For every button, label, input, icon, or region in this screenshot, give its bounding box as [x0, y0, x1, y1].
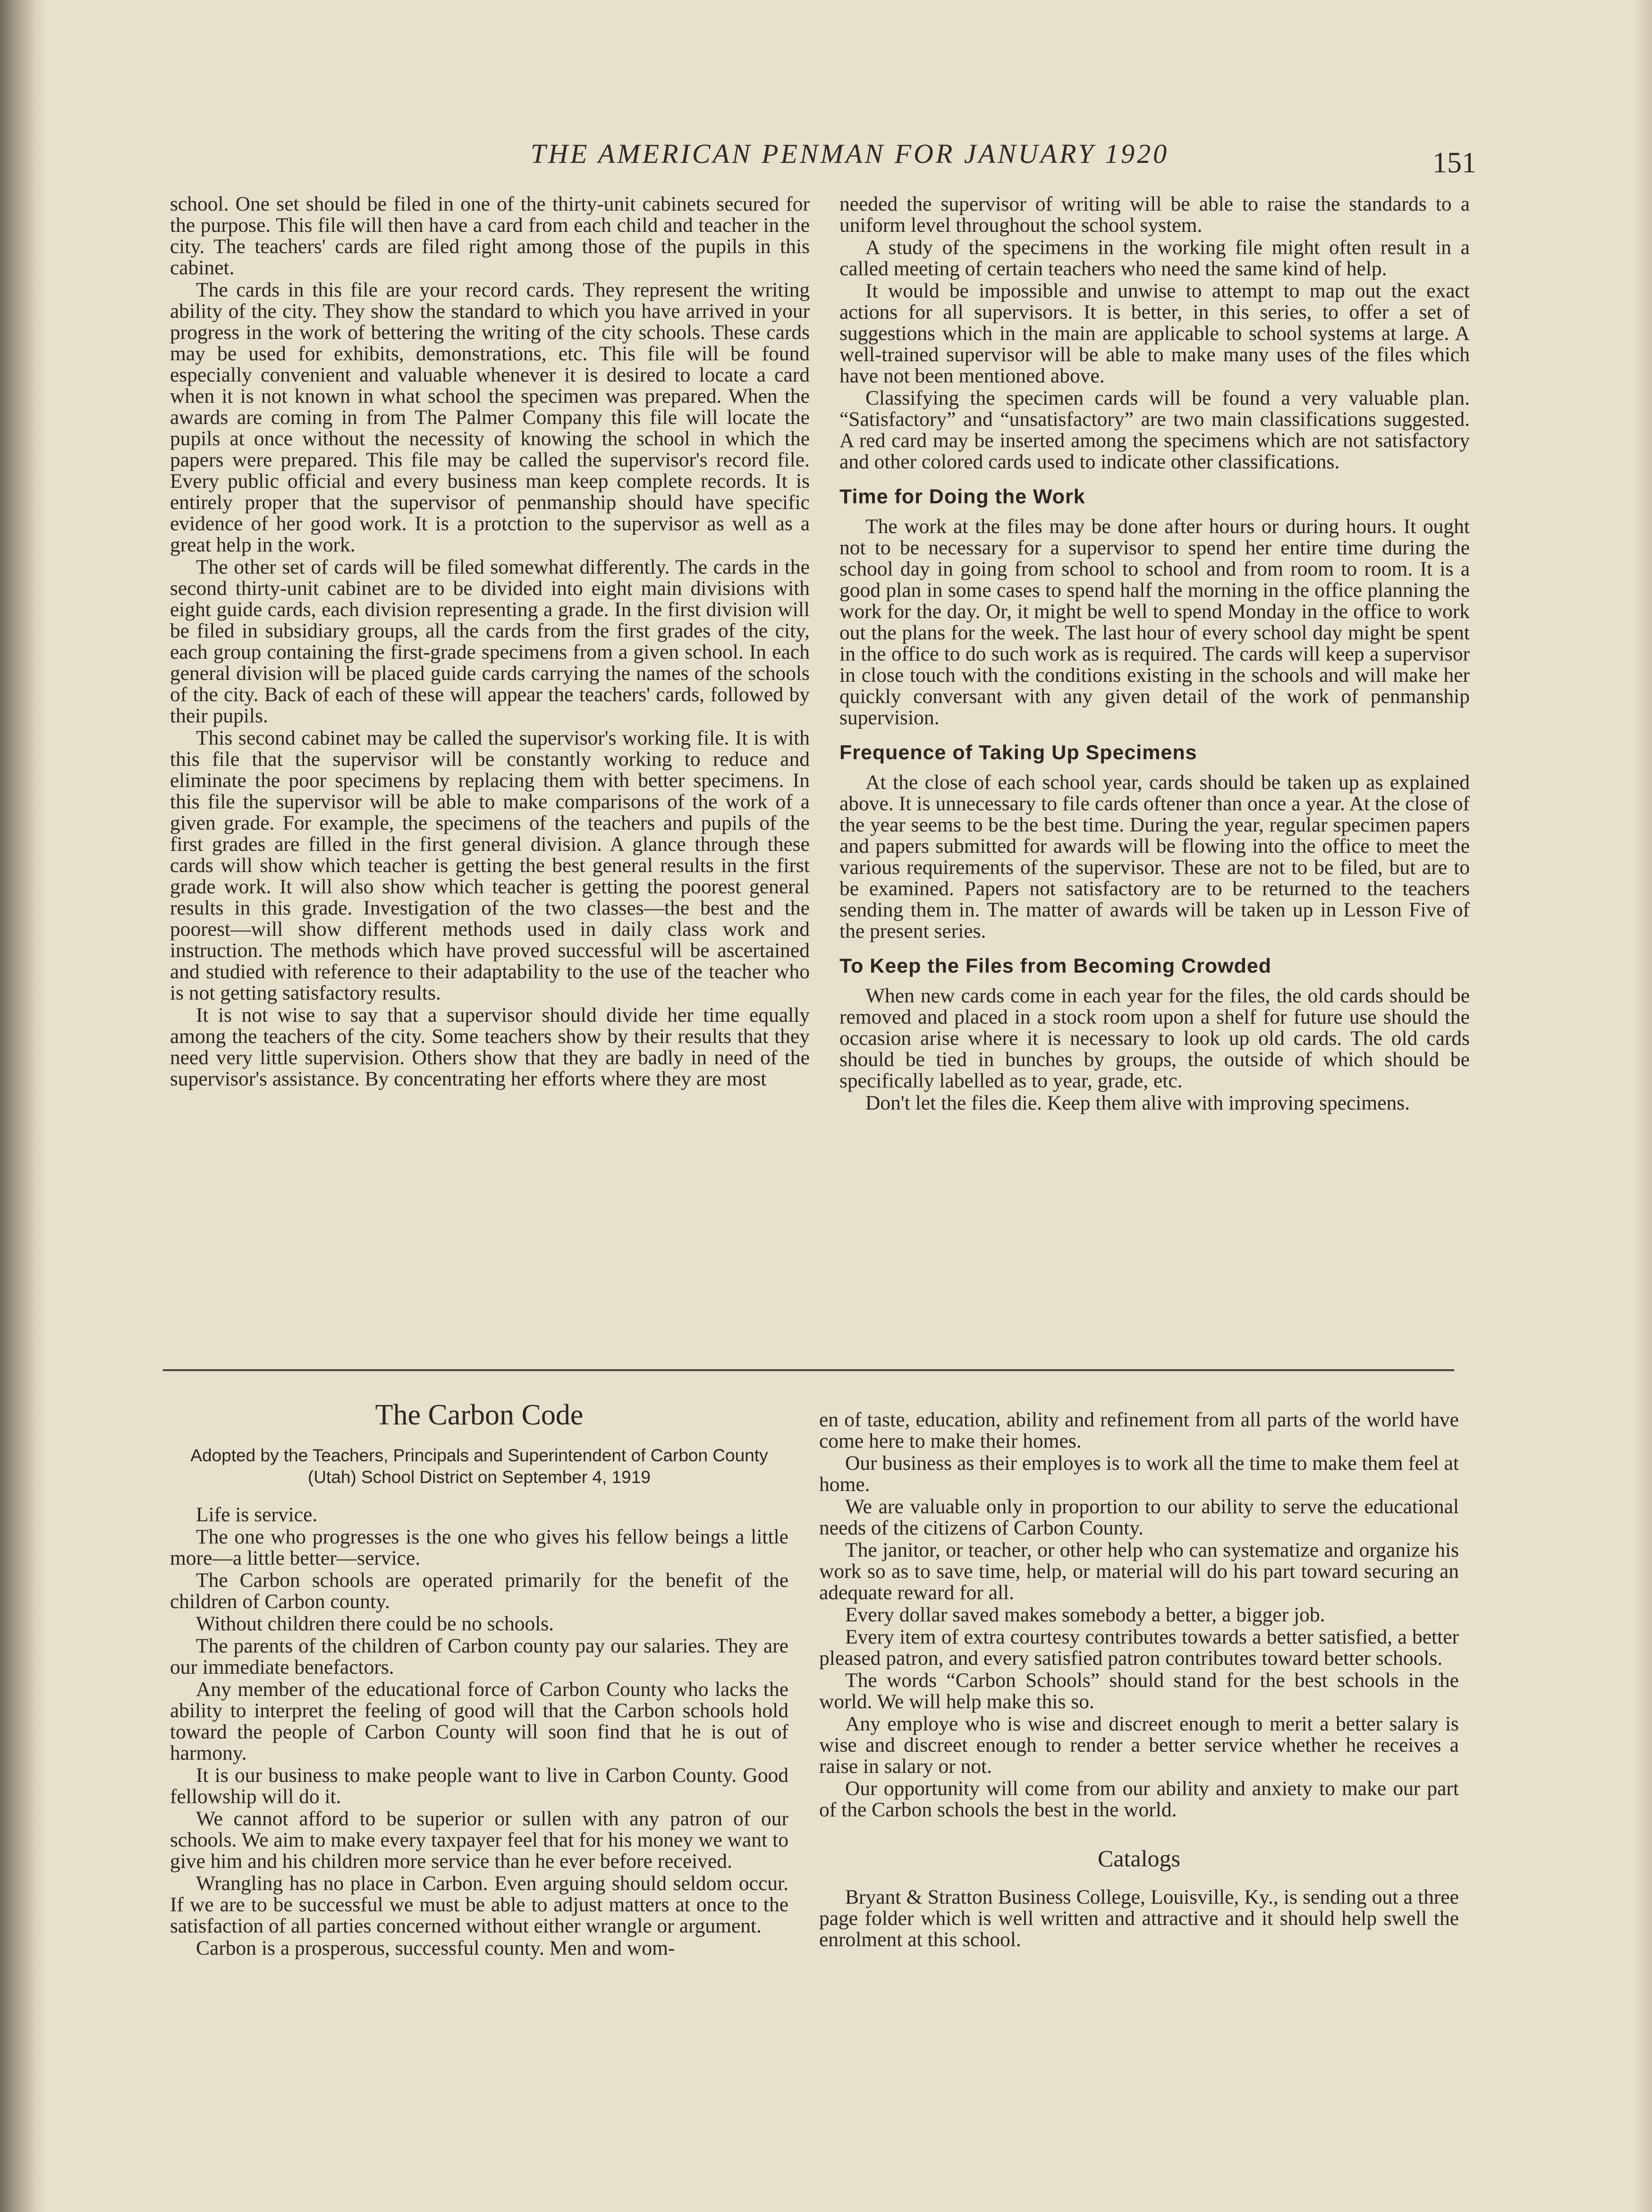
page-number: 151: [1432, 147, 1476, 179]
top-left-column: [170, 194, 810, 1090]
paragraph: The parents of the children of Carbon county pay our salaries. They are our immediate benefactors.: [170, 1635, 788, 1678]
paragraph: Any member of the educational force of Carbon County who lacks the ability to interpret the feeling of good will that the Carbon schools hold toward the people of Carbon County will soon find that he is out of harmony.: [170, 1678, 788, 1764]
paragraph: The cards in this file are your record cards. They represent the writing ability of the city. They show the standard to which you have arrived in your progress in the work of bettering the writing of the city schools. These cards may be used for exhibits, demonstrations, etc. This file will be found especially convenient and valuable whenever it is desired to locate a card when it is not known in what school the specimen was prepared. When the awards are coming in from The Palmer Company this file will locate the pupils at once without the necessity of knowing the school in which the papers were prepared. This file may be called the supervisor's record file. Every public official and every business man keep complete records. It is entirely proper that the supervisor of penmanship should have specific evidence of her good work. It is a protction to the supervisor as well as a great help in the work.: [170, 279, 810, 556]
section-heading: Frequence of Taking Up Specimens: [839, 741, 1197, 764]
paragraph: It would be impossible and unwise to attempt to map out the exact actions for all supervisors. It is better, in this series, to offer a set of suggestions which in the main are applicable to school systems at large. A well-trained supervisor will be able to make many uses of the files which have not been mentioned above.: [839, 280, 1470, 387]
article-subtitle: Adopted by the Teachers, Principals and Superintendent of Carbon County (Utah) School District on September 4, 1919: [190, 1446, 768, 1487]
paragraph: The work at the files may be done after hours or during hours. It ought not to be necessary for a supervisor to spend her entire time during the school day in going from school to school and from room to room. It is a good plan in some cases to spend half the morning in the office planning the work for the day. Or, it might be well to spend Monday in the office to work out the plans for the week. The last hour of every school day might be spent in the office to do such work as is required. The cards will keep a supervisor in close touch with the conditions existing in the schools and will make her quickly conversant with any given detail of the work of penmanship supervision.: [839, 515, 1470, 729]
paragraph: Carbon is a prosperous, successful county. Men and wom-: [196, 1937, 675, 1959]
paragraph: Classifying the specimen cards will be found a very valuable plan. “Satisfactory” and “unsatisfactory” are two main classifications suggested. A red card may be inserted among the specimens which are not satisfactory and other colored cards used to indicate other classifications.: [839, 387, 1470, 473]
page-edge: [1633, 0, 1652, 2212]
article-title: The Carbon Code: [375, 1399, 584, 1431]
paragraph: The other set of cards will be filed somewhat differently. The cards in the second thirty-unit cabinet are to be divided into eight main divisions with eight guide cards, each division representing a grade. In the first division will be filed in subsidiary groups, all the cards from the first grades of the city, each group containing the first-grade specimens from a given school. In each general division will be placed guide cards carrying the names of the schools of the city. Back of each of these will appear the teachers' cards, followed by their pupils.: [170, 556, 810, 727]
paragraph: When new cards come in each year for the files, the old cards should be removed and placed in a stock room upon a shelf for future use should the occasion arise where it is necessary to look up old cards. The old cards should be tied in bunches by groups, the outside of which should be specifically labelled as to year, grade, etc.: [839, 984, 1470, 1092]
paragraph: Every dollar saved makes somebody a better, a bigger job.: [845, 1603, 1325, 1626]
paragraph: The one who progresses is the one who gives his fellow beings a little more—a little better—service.: [170, 1526, 788, 1569]
paragraph: It is not wise to say that a supervisor should divide her time equally among the teachers of the city. Some teachers show by their results that they need very little supervision. Others show that they are badly in need of the supervisor's assistance. By concentrating her efforts where they are most: [170, 1004, 810, 1090]
paragraph: Our business as their employes is to work all the time to make them feel at home.: [819, 1452, 1459, 1496]
paragraph: Life is service.: [196, 1503, 318, 1526]
paragraph: We are valuable only in proportion to our ability to serve the educational needs of the citizens of Carbon County.: [819, 1495, 1459, 1539]
running-head: THE AMERICAN PENMAN FOR JANUARY 1920: [530, 138, 1169, 169]
paragraph: At the close of each school year, cards should be taken up as explained above. It is unnecessary to file cards oftener than once a year. At the close of the year seems to be the best time. During the year, regular specimen papers and papers submitted for awards will be flowing into the office to meet the various requirements of the supervisor. These are not to be filed, but are to be examined. Papers not satisfactory are to be returned to the teachers sending them in. The matter of awards will be taken up in Lesson Five of the present series.: [839, 771, 1470, 942]
paragraph: A study of the specimens in the working file might often result in a called meeting of certain teachers who need the same kind of help.: [839, 236, 1470, 280]
paragraph: needed the supervisor of writing will be able to raise the standards to a uniform level throughout the school system.: [839, 193, 1470, 237]
carbon-code-left-column: [170, 1398, 788, 1959]
paragraph: Without children there could be no schools.: [196, 1612, 554, 1635]
paragraph: The words “Carbon Schools” should stand for the best schools in the world. We will help make this so.: [819, 1669, 1459, 1713]
paragraph: Wrangling has no place in Carbon. Even arguing should seldom occur. If we are to be successful we must be able to adjust matters at once to the satisfaction of all parties concerned without either wrangle or argument.: [170, 1872, 788, 1937]
paragraph: Every item of extra courtesy contributes towards a better satisfied, a better pleased patron, and every satisfied patron contributes toward better schools.: [819, 1626, 1459, 1670]
paragraph: Our opportunity will come from our ability and anxiety to make our part of the Carbon schools the best in the world.: [819, 1777, 1459, 1821]
paragraph: The janitor, or teacher, or other help who can systematize and organize his work so as to save time, help, or material will do his part toward securing an adequate reward for all.: [819, 1539, 1459, 1604]
paragraph: Any employe who is wise and discreet enough to merit a better salary is wise and discreet enough to render a better service whether he receives a raise in salary or not.: [819, 1712, 1459, 1778]
paragraph: en of taste, education, ability and refinement from all parts of the world have come here to make their homes.: [819, 1408, 1459, 1452]
section-heading: Time for Doing the Work: [839, 485, 1085, 508]
top-right-column: [839, 194, 1470, 1114]
paragraph: Don't let the files die. Keep them alive with improving specimens.: [865, 1092, 1410, 1114]
paragraph: We cannot afford to be superior or sullen with any patron of our schools. We aim to make every taxpayer feel that for his money we want to give him and his children more service than he ever before received.: [170, 1807, 788, 1873]
carbon-code-right-column: [819, 1409, 1459, 1950]
section-heading: To Keep the Files from Becoming Crowded: [839, 955, 1272, 977]
paragraph: This second cabinet may be called the supervisor's working file. It is with this file that the supervisor will be constantly working to reduce and eliminate the poor specimens by replacing them with better specimens. In this file the supervisor will be able to make comparisons of the work of a given grade. For example, the specimens of the teachers and pupils of the first grades are filled in the first general division. A glance through these cards will show which teacher is getting the best general results in the first grade work. It will also show which teacher is getting the poorest general results in this grade. Investigation of the two classes—the best and the poorest—will show different methods used in daily class work and instruction. The methods which have proved successful will be ascertained and studied with reference to their adaptability to the use of the teacher who is not getting satisfactory results.: [170, 727, 810, 1004]
paragraph: It is our business to make people want to live in Carbon County. Good fellowship will do it.: [170, 1764, 788, 1808]
catalogs-title: Catalogs: [1098, 1845, 1180, 1872]
section-divider: [163, 1369, 1454, 1371]
paragraph: Bryant & Stratton Business College, Louisville, Ky., is sending out a three page folder which is well written and attractive and it should help swell the enrolment at this school.: [819, 1886, 1459, 1951]
book-spine-shadow: [0, 0, 47, 2212]
paragraph: school. One set should be filed in one of the thirty-unit cabinets secured for the purpose. This file will then have a card from each child and teacher in the city. The teachers' cards are filed right among those of the pupils in this cabinet.: [170, 193, 810, 279]
paragraph: The Carbon schools are operated primarily for the benefit of the children of Carbon county.: [170, 1569, 788, 1613]
